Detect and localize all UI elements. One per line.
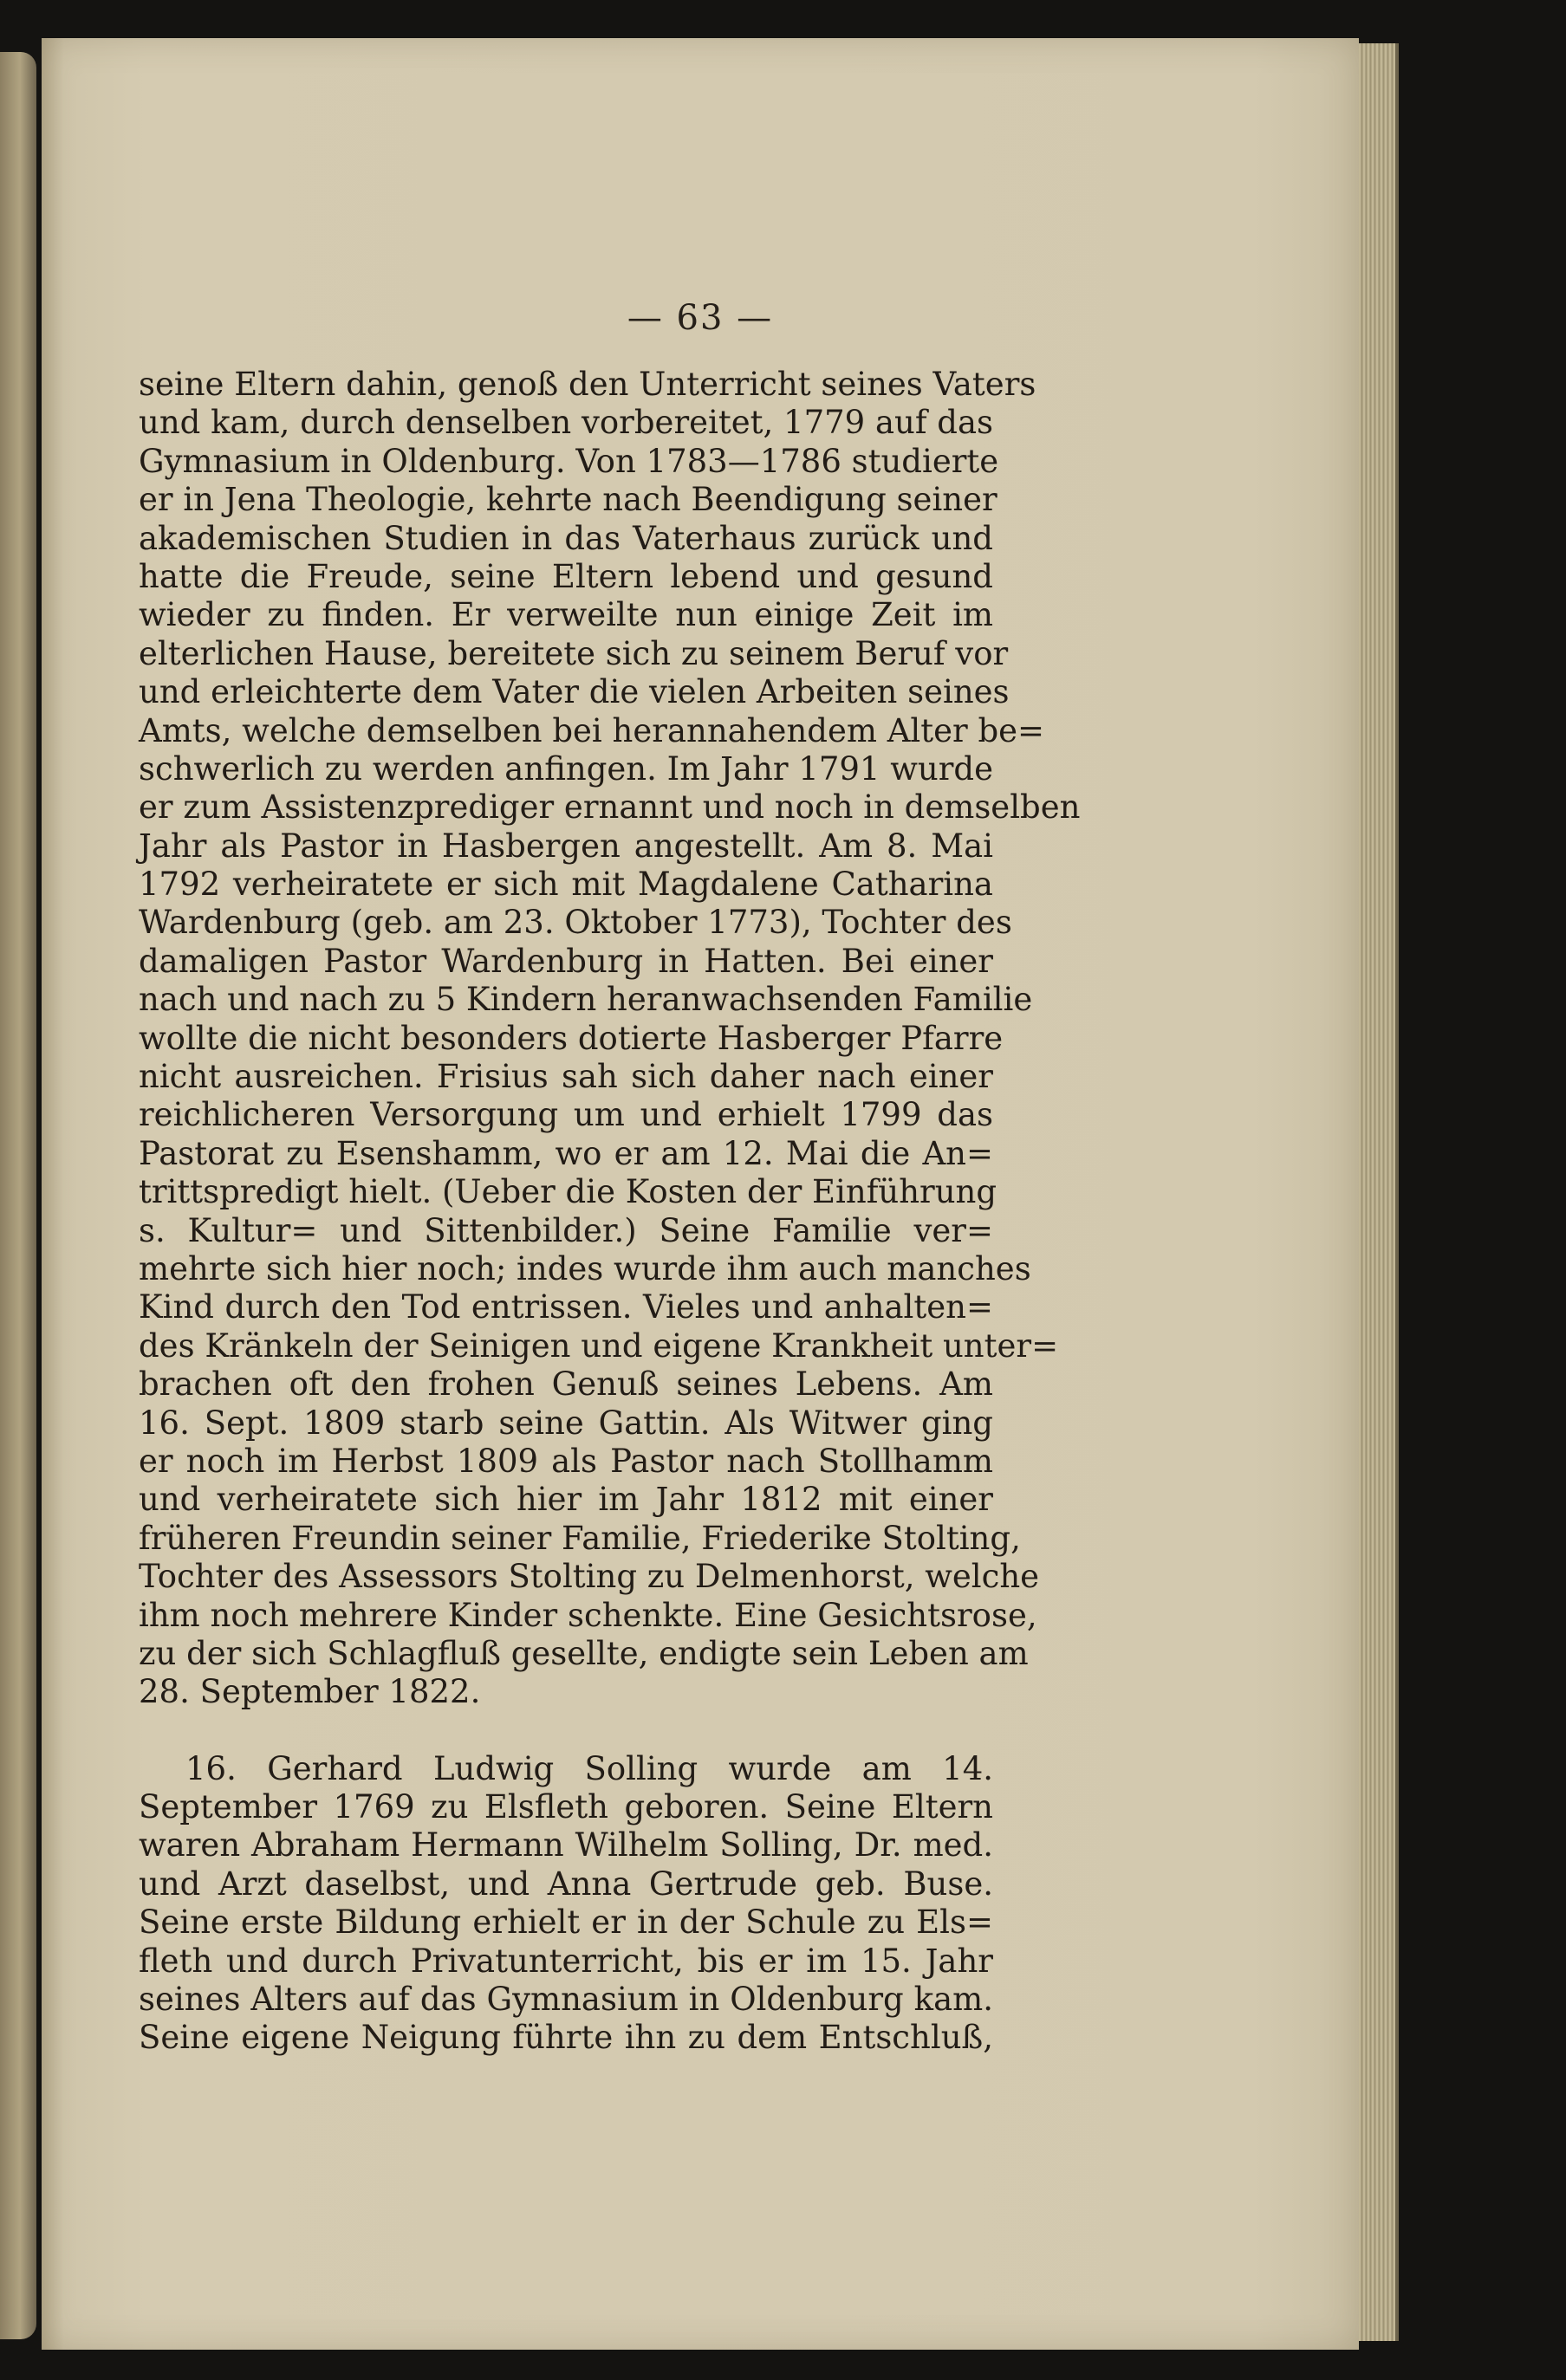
text-line: Gymnasium in Oldenburg. Von 1783—1786 studierte	[139, 442, 999, 480]
text-line: nach und nach zu 5 Kindern heranwachsenden Familie	[139, 981, 1033, 1019]
text-line: wollte die nicht besonders dotierte Hasberger Pfarre	[139, 1019, 1004, 1057]
page-fore-edge	[1359, 43, 1399, 2341]
text-line: seine Eltern dahin, genoß den Unterricht seines Vaters	[139, 366, 1036, 403]
text-line: und kam, durch denselben vorbereitet, 1779 auf das	[139, 404, 994, 442]
text-line: Seine eigene Neigung führte ihn zu dem Entschluß,	[139, 2019, 993, 2057]
text-line: 16. Sept. 1809 starb seine Gattin. Als Witwer ging	[139, 1404, 993, 1442]
text-line: ihm noch mehrere Kinder schenkte. Eine Gesichtsrose,	[139, 1596, 1037, 1634]
text-line: des Kränkeln der Seinigen und eigene Krankheit unter=	[139, 1326, 1059, 1365]
text-line: akademischen Studien in das Vaterhaus zurück und	[139, 519, 993, 557]
text-line: s. Kultur= und Sittenbilder.) Seine Familie ver=	[139, 1211, 993, 1249]
text-line: Tochter des Assessors Stolting zu Delmenhorst, welche	[139, 1558, 1040, 1596]
text-line: hatte die Freude, seine Eltern lebend und gesund	[139, 557, 993, 595]
text-line: mehrte sich hier noch; indes wurde ihm auch manches	[139, 1249, 1031, 1287]
text-line: er noch im Herbst 1809 als Pastor nach Stollhamm	[139, 1442, 993, 1480]
text-line: 16. Gerhard Ludwig Solling wurde am 14.	[185, 1749, 993, 1787]
text-line: Kind durch den Tod entrissen. Vieles und anhalten=	[139, 1288, 993, 1326]
text-line: er zum Assistenzprediger ernannt und noch in demselben	[139, 788, 1081, 827]
text-line: und verheiratete sich hier im Jahr 1812 mit einer	[139, 1481, 993, 1519]
text-line: 28. September 1822.	[139, 1673, 481, 1711]
paragraph-gap	[139, 1712, 993, 1750]
facing-page-edge	[0, 52, 36, 2339]
text-line: zu der sich Schlagfluß gesellte, endigte sein Leben am	[139, 1634, 1029, 1672]
paragraph-solling	[139, 1750, 993, 2058]
text-line: Wardenburg (geb. am 23. Oktober 1773), Tochter des	[139, 904, 1012, 942]
text-line: Pastorat zu Esenshamm, wo er am 12. Mai die An=	[139, 1134, 993, 1172]
text-line: nicht ausreichen. Frisius sah sich daher nach einer	[139, 1058, 993, 1096]
text-line: er in Jena Theologie, kehrte nach Beendigung seiner	[139, 481, 997, 519]
text-line: wieder zu finden. Er verweilte nun einige Zeit im	[139, 596, 993, 634]
text-line: 1792 verheiratete er sich mit Magdalene Catharina	[139, 866, 993, 904]
text-line: waren Abraham Hermann Wilhelm Solling, Dr. med.	[139, 1826, 993, 1864]
text-line: elterlichen Hause, bereitete sich zu seinem Beruf vor	[139, 634, 1009, 672]
book-page	[42, 38, 1359, 2350]
text-line: seines Alters auf das Gymnasium in Oldenburg kam.	[139, 1981, 993, 2019]
text-line: September 1769 zu Elsfleth geboren. Seine Eltern	[139, 1788, 993, 1826]
paragraph-frisius	[139, 366, 1081, 1712]
text-line: Amts, welche demselben bei herannahendem Alter be=	[139, 711, 1045, 749]
text-line: Seine erste Bildung erhielt er in der Schule zu Els=	[139, 1903, 993, 1942]
text-line: fleth und durch Privatunterricht, bis er im 15. Jahr	[139, 1942, 993, 1980]
text-line: schwerlich zu werden anfingen. Im Jahr 1791 wurde	[139, 749, 993, 788]
text-line: reichlicheren Versorgung um und erhielt 1799 das	[139, 1096, 993, 1134]
body-text	[139, 366, 1081, 2058]
text-line: damaligen Pastor Wardenburg in Hatten. Bei einer	[139, 942, 993, 980]
page-number: — 63 —	[627, 298, 774, 338]
text-line: brachen oft den frohen Genuß seines Lebens. Am	[139, 1365, 993, 1404]
text-line: und erleichterte dem Vater die vielen Arbeiten seines	[139, 673, 1010, 711]
text-line: trittspredigt hielt. (Ueber die Kosten der Einführung	[139, 1173, 997, 1211]
text-line: und Arzt daselbst, und Anna Gertrude geb. Buse.	[139, 1864, 993, 1903]
text-line: früheren Freundin seiner Familie, Friederike Stolting,	[139, 1519, 1021, 1557]
text-line: Jahr als Pastor in Hasbergen angestellt. Am 8. Mai	[139, 827, 993, 865]
